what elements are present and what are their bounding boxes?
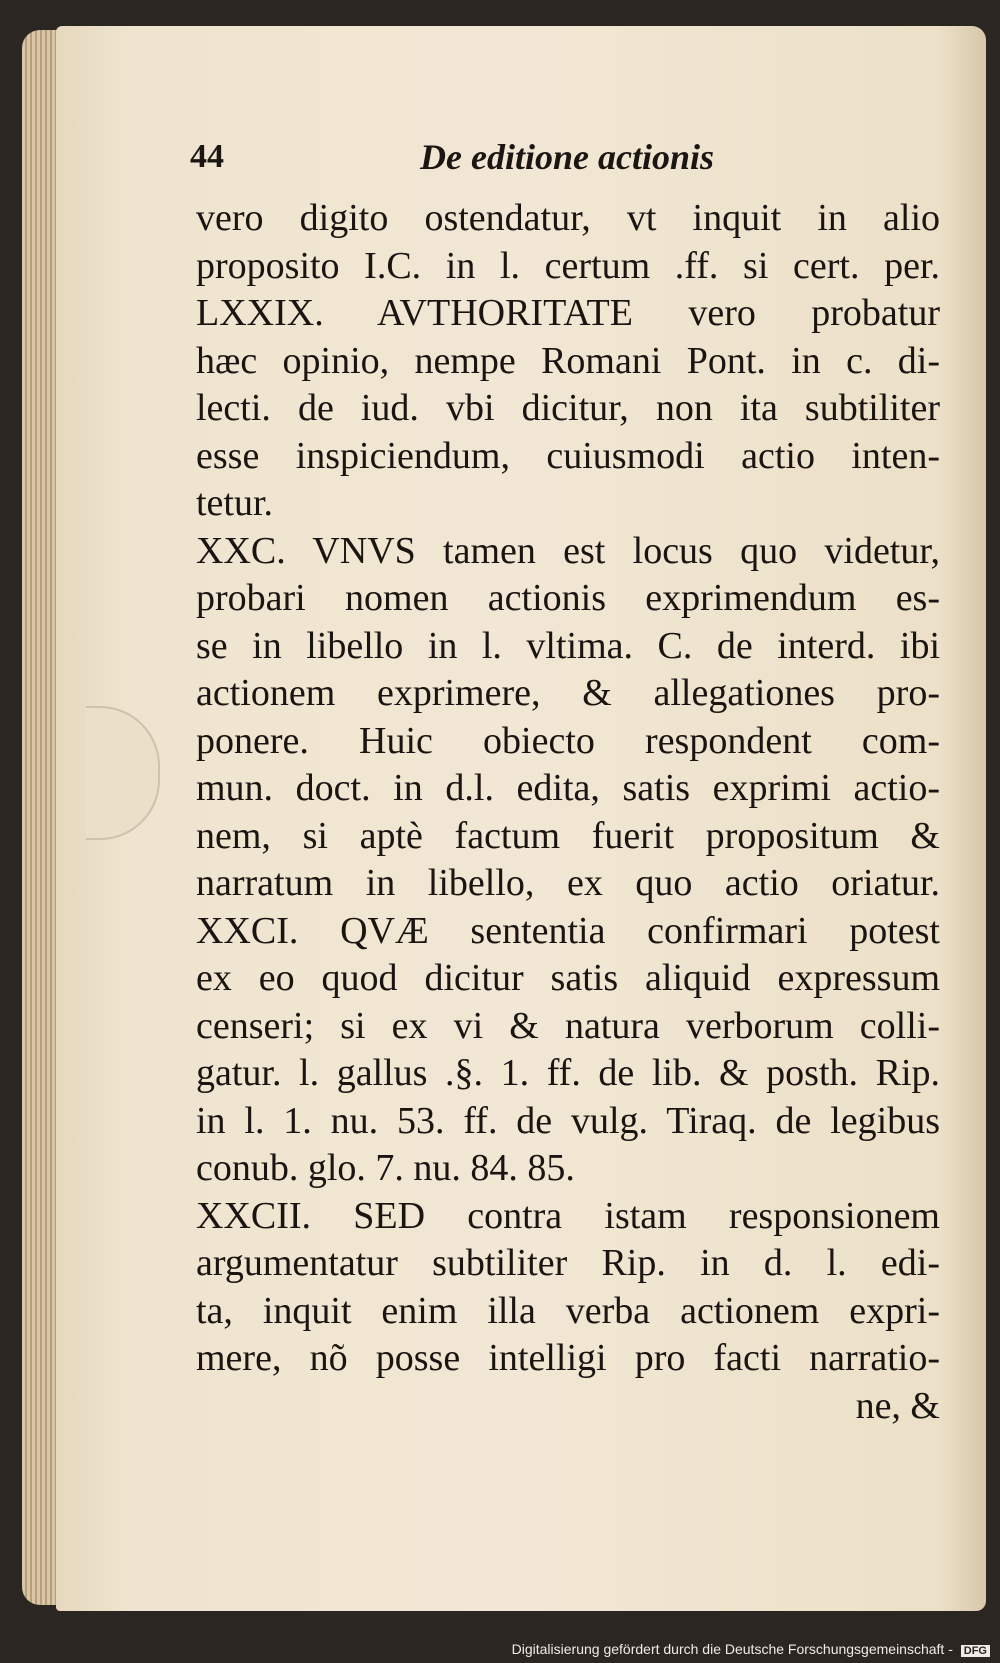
text-line: in l. 1. nu. 53. ff. de vulg. Tiraq. de legibus [196,1099,940,1142]
text-line: ta, inquit enim illa verba actionem expri- [196,1289,940,1332]
text-line: nem, si aptè factum fuerit propositum & [196,814,940,857]
text-line: hæc opinio, nempe Romani Pont. in c. di- [196,339,940,382]
text-line: lecti. de iud. vbi dicitur, non ita subtiliter [196,387,940,429]
dfg-logo-icon: DFG [961,1645,990,1657]
page-tab [86,706,160,840]
text-line: proposito I.C. in l. certum .ff. si cert. per. [196,244,940,287]
text-line: argumentatur subtiliter Rip. in d. l. edi- [196,1242,940,1284]
body-text [196,195,940,1430]
text-line: XXCI. QVÆ sententia confirmari potest [196,909,940,952]
page-number: 44 [190,138,224,175]
text-line: gatur. l. gallus .§. 1. ff. de lib. & posth. Rip. [196,1052,940,1094]
text-line: mun. doct. in d.l. edita, satis exprimi actio- [196,767,940,809]
text-line: mere, nõ posse intelligi pro facti narratio- [196,1337,940,1379]
text-line: XXC. VNVS tamen est locus quo videtur, [196,529,940,572]
credit-text: Digitalisierung gefördert durch die Deutsche Forschungsgemeinschaft - [511,1641,953,1657]
text-line: narratum in libello, ex quo actio oriatur. [196,862,940,904]
text-line: esse inspiciendum, cuiusmodi actio inten- [196,434,940,477]
text-line: conub. glo. 7. nu. 84. 85. [196,1147,575,1189]
text-line: probari nomen actionis exprimendum es- [196,577,940,619]
running-head: De editione actionis [420,137,714,177]
text-line: actionem exprimere, & allegationes pro- [196,672,940,714]
text-line: censeri; si ex vi & natura verborum colli- [196,1004,940,1047]
text-line: ne, & [855,1384,940,1427]
text-line: XXCII. SED contra istam responsionem [196,1194,940,1237]
text-line: ponere. Huic obiecto respondent com- [196,719,940,762]
text-line: tetur. [196,482,274,524]
text-line: vero digito ostendatur, vt inquit in alio [196,197,940,239]
text-line: LXXIX. AVTHORITATE vero probatur [196,292,940,334]
digitization-credit [512,1641,990,1657]
text-line: se in libello in l. vltima. C. de interd. ibi [196,624,940,667]
text-line: ex eo quod dicitur satis aliquid expressum [196,957,940,999]
